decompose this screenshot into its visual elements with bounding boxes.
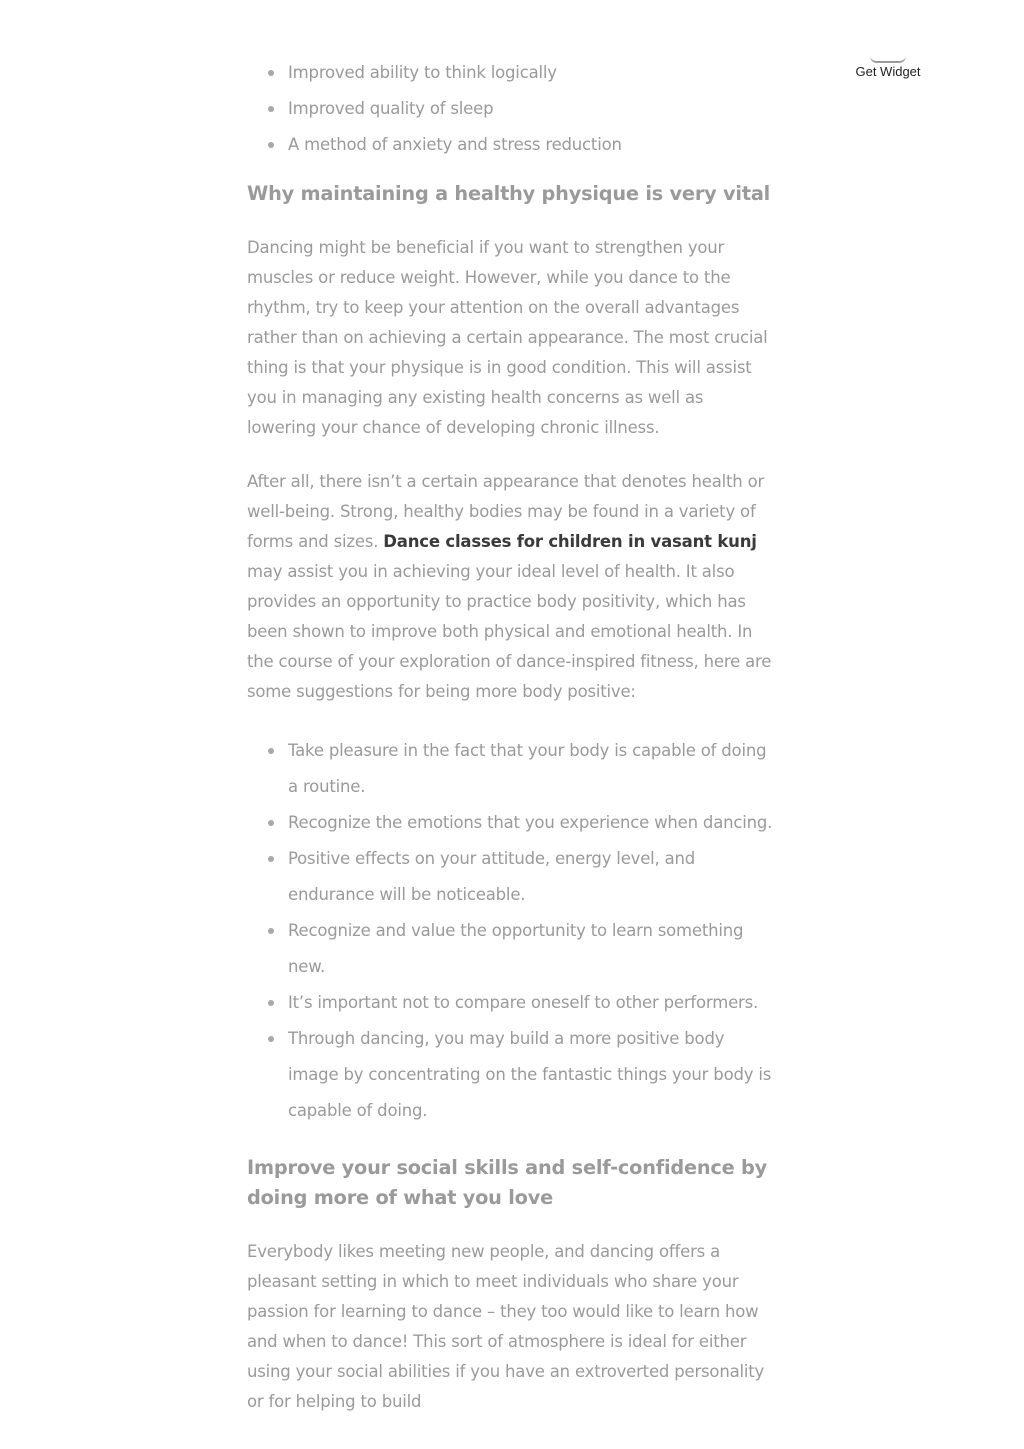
- paragraph-text: After all, there isn’t a certain appearance that denotes health or well-being. Strong, healthy bodies may be found in a variety of forms and sizes.: [247, 472, 765, 551]
- list-item: It’s important not to compare oneself to other performers.: [288, 985, 777, 1021]
- list-item: Through dancing, you may build a more positive body image by concentrating on the fantastic things your body is capable of doing.: [288, 1021, 777, 1129]
- article-body: [247, 55, 777, 1417]
- list-item: Take pleasure in the fact that your body is capable of doing a routine.: [288, 733, 777, 805]
- list-item: Improved quality of sleep: [288, 91, 777, 127]
- paragraph-text: may assist you in achieving your ideal level of health. It also provides an opportunity to practice body positivity, which has been shown to improve both physical and emotional health. In the course of your exploration of dance-inspired fitness, here are some suggestions for being more body positive:: [247, 562, 772, 701]
- widget-arc-icon: [870, 56, 906, 63]
- list-item: A method of anxiety and stress reduction: [288, 127, 777, 163]
- paragraph-body-positivity: [247, 467, 777, 707]
- benefits-list: [247, 55, 777, 163]
- list-item: Recognize and value the opportunity to learn something new.: [288, 913, 777, 985]
- section-heading-healthy-physique: Why maintaining a healthy physique is very vital: [247, 182, 771, 205]
- list-item: Recognize the emotions that you experience when dancing.: [288, 805, 777, 841]
- get-widget-label: Get Widget: [855, 64, 921, 79]
- list-item: Positive effects on your attitude, energy level, and endurance will be noticeable.: [288, 841, 777, 913]
- paragraph-dancing-benefits: Dancing might be beneficial if you want to strengthen your muscles or reduce weight. However, while you dance to the rhythm, try to keep your attention on the overall advantages rather than on achieving a certain appearance. The most crucial thing is that your physique is in good condition. This will assist you in managing any existing health concerns as well as lowering your chance of developing chronic illness.: [247, 238, 768, 437]
- dance-classes-link[interactable]: Dance classes for children in vasant kunj: [383, 532, 757, 551]
- paragraph-meeting-people: Everybody likes meeting new people, and dancing offers a pleasant setting in which to meet individuals who share your passion for learning to dance – they too would like to learn how and when to dance! This sort of atmosphere is ideal for either using your social abilities if you have an extroverted personality or for helping to build: [247, 1242, 765, 1411]
- get-widget-button[interactable]: [840, 56, 936, 79]
- section-heading-social-skills: Improve your social skills and self-confidence by doing more of what you love: [247, 1156, 768, 1209]
- body-positive-tips-list: [247, 733, 777, 1129]
- list-item: Improved ability to think logically: [288, 55, 777, 91]
